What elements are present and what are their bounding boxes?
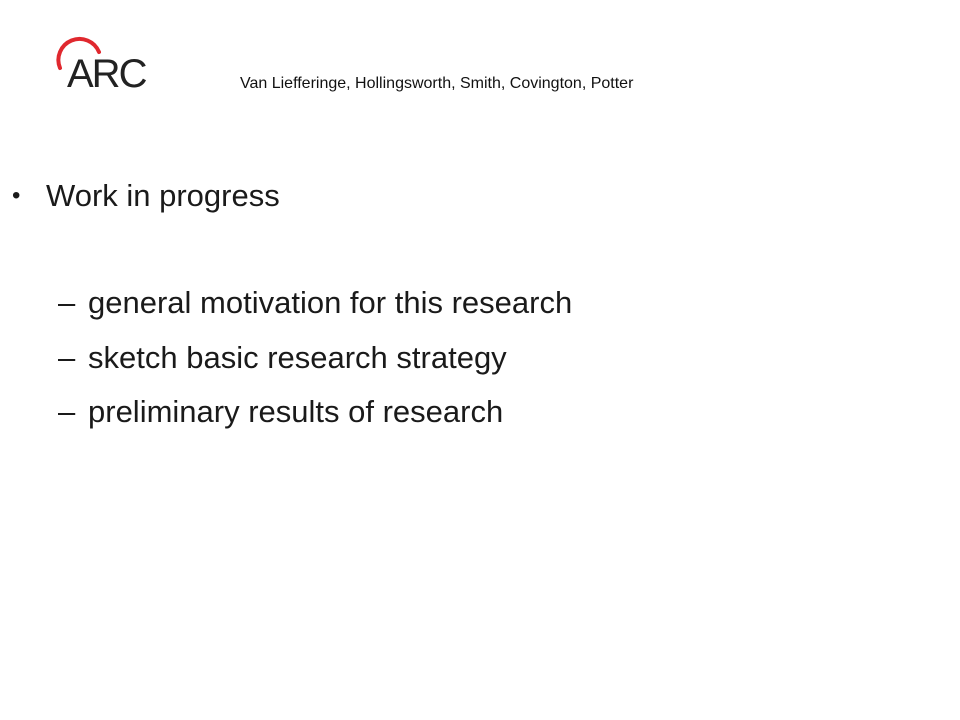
authors-line: Van Liefferinge, Hollingsworth, Smith, Covington, Potter <box>240 75 634 92</box>
main-bullet <box>12 176 280 216</box>
logo-text: ARC <box>67 52 146 96</box>
dash: – <box>58 340 76 375</box>
sub-bullet <box>58 283 572 323</box>
bullet-dot: • <box>12 182 21 209</box>
dash: – <box>58 394 76 429</box>
arc-logo <box>52 34 152 96</box>
sub-bullet <box>58 338 507 378</box>
main-bullet-text: Work in progress <box>46 178 280 213</box>
sub-bullet-text: preliminary results of research <box>88 394 504 429</box>
sub-bullet-text: general motivation for this research <box>88 285 573 320</box>
dash: – <box>58 285 76 320</box>
sub-bullet-text: sketch basic research strategy <box>88 340 507 375</box>
sub-bullet <box>58 392 503 432</box>
